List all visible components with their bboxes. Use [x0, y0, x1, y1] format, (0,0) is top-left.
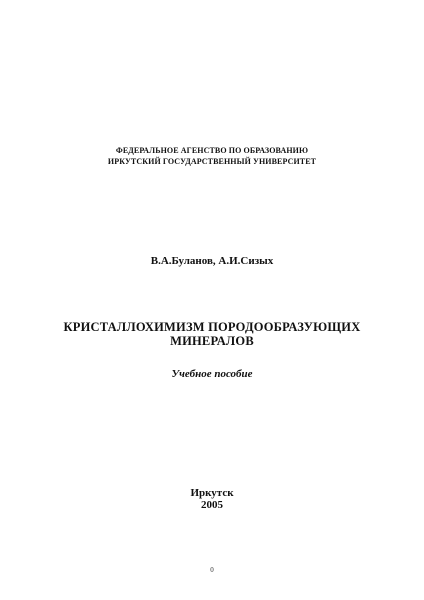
publication-year: 2005 — [201, 499, 223, 511]
page-number: 0 — [210, 566, 214, 574]
university-name: ИРКУТСКИЙ ГОСУДАРСТВЕННЫЙ УНИВЕРСИТЕТ — [107, 157, 317, 166]
document-subtitle: Учебное пособие — [171, 368, 253, 380]
agency-name: ФЕДЕРАЛЬНОЕ АГЕНСТВО ПО ОБРАЗОВАНИЮ — [115, 146, 309, 155]
document-title-line-2: МИНЕРАЛОВ — [170, 334, 254, 348]
authors: В.А.Буланов, А.И.Сизых — [150, 255, 274, 267]
document-title-line-1: КРИСТАЛЛОХИМИЗМ ПОРОДООБРАЗУЮЩИХ — [63, 320, 361, 334]
publication-city: Иркутск — [190, 487, 234, 499]
